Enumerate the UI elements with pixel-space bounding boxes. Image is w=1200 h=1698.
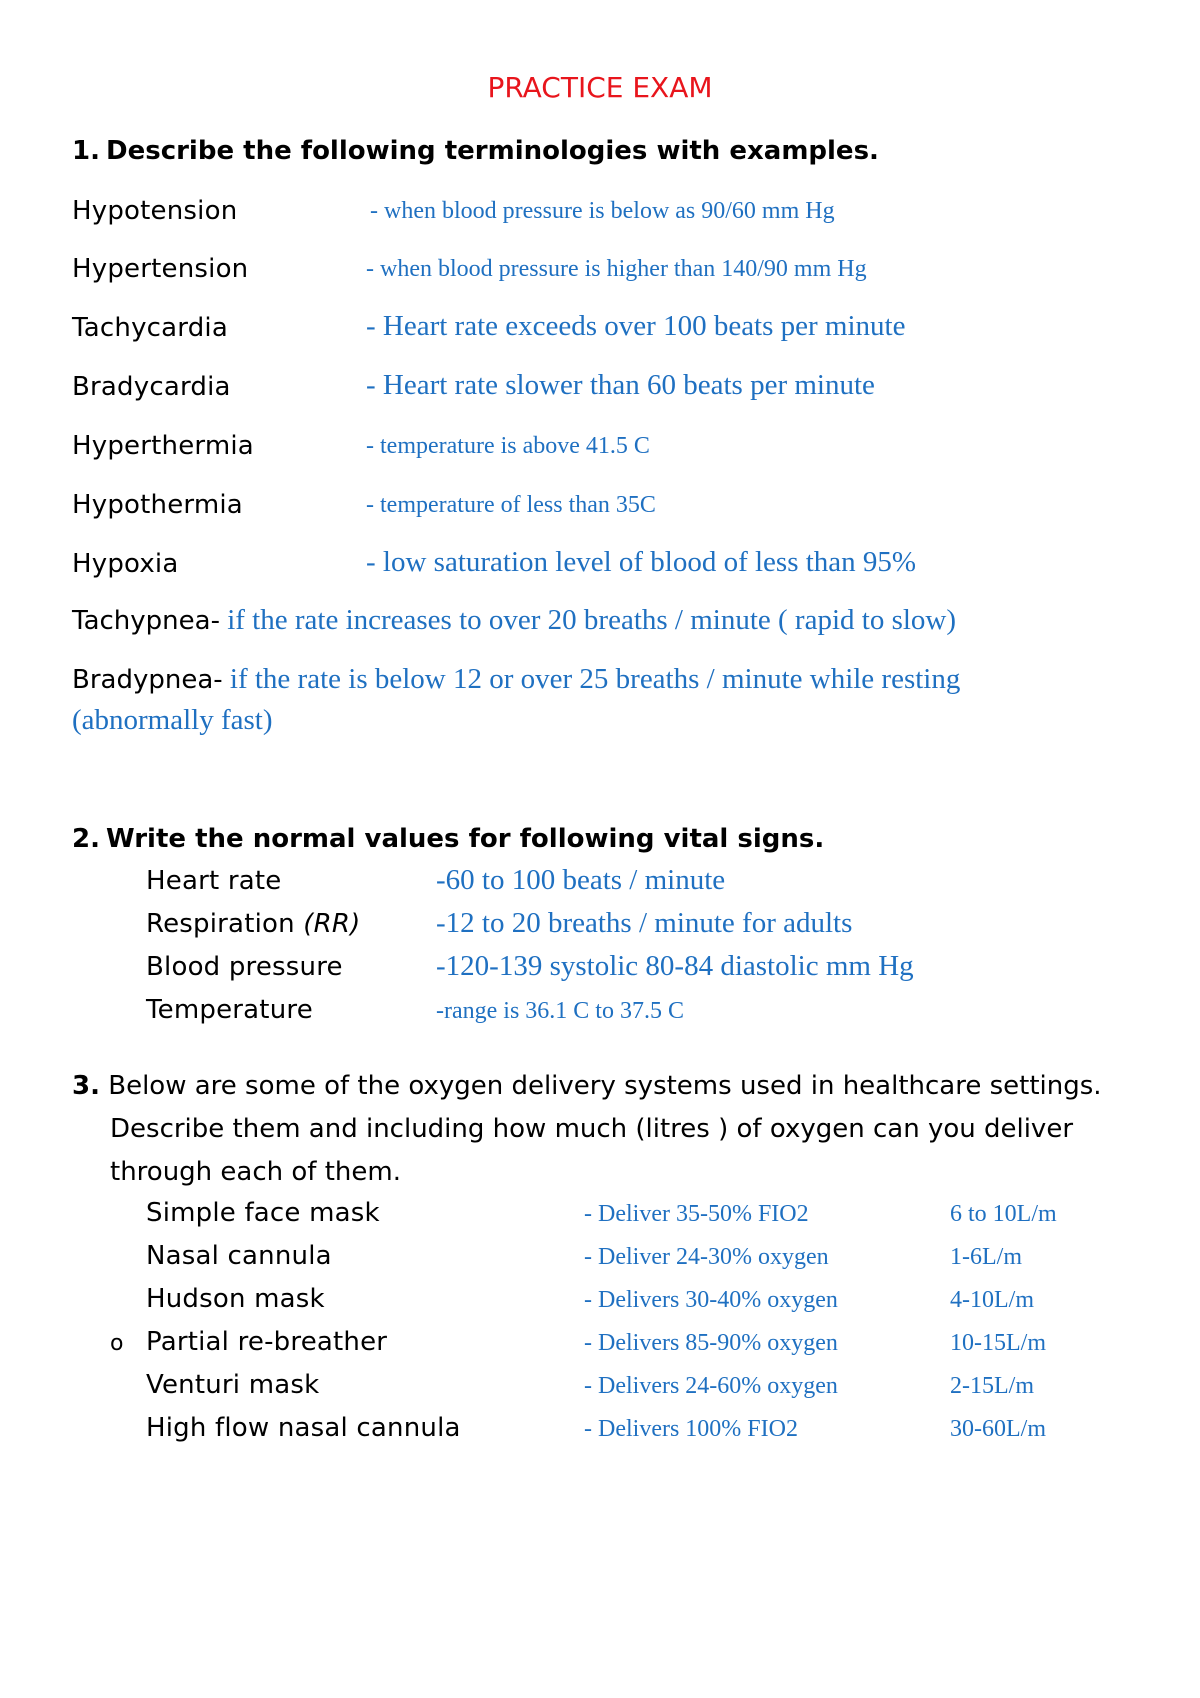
term-bradypnea: Bradypnea- [72, 665, 223, 695]
term-hypertension: Hypertension [72, 254, 249, 284]
term-respiration-abbr: (RR) [303, 909, 361, 939]
delivery-simple-face-mask: - Deliver 35-50% FIO2 [584, 1201, 809, 1227]
term-bradycardia: Bradycardia [72, 372, 231, 402]
value-respiration: -12 to 20 breaths / minute for adults [436, 907, 853, 939]
question-3-text [72, 1065, 1102, 1194]
device-venturi-mask: Venturi mask [146, 1370, 320, 1400]
delivery-partial-re-breather: - Delivers 85-90% oxygen [584, 1330, 838, 1356]
question-2-heading [72, 826, 824, 852]
value-temperature: -range is 36.1 C to 37.5 C [436, 998, 684, 1024]
term-heart-rate: Heart rate [146, 866, 282, 896]
flow-simple-face-mask: 6 to 10L/m [950, 1201, 1057, 1227]
term-tachycardia: Tachycardia [72, 313, 228, 343]
delivery-high-flow-nasal-cannula: - Delivers 100% FIO2 [584, 1416, 798, 1442]
question-3-line-1 [72, 1065, 1102, 1108]
term-temperature: Temperature [146, 995, 313, 1025]
question-number: 2. [72, 824, 100, 854]
tachypnea-row [72, 606, 956, 635]
answer-tachycardia: - Heart rate exceeds over 100 beats per minute [366, 310, 906, 342]
term-tachypnea: Tachypnea- [72, 606, 220, 636]
answer-bradycardia: - Heart rate slower than 60 beats per minute [366, 369, 875, 401]
value-blood-pressure: -120-139 systolic 80-84 diastolic mm Hg [436, 950, 914, 982]
answer-bradypnea: if the rate is below 12 or over 25 breaths / minute while resting [222, 663, 961, 695]
term-respiration-label: Respiration [146, 909, 295, 939]
value-heart-rate: -60 to 100 beats / minute [436, 864, 726, 896]
flow-nasal-cannula: 1-6L/m [950, 1244, 1022, 1270]
flow-venturi-mask: 2-15L/m [950, 1373, 1034, 1399]
device-partial-re-breather: Partial re-breather [146, 1327, 388, 1357]
flow-partial-re-breather: 10-15L/m [950, 1330, 1046, 1356]
term-hypoxia: Hypoxia [72, 549, 179, 579]
device-nasal-cannula: Nasal cannula [146, 1241, 332, 1271]
flow-high-flow-nasal-cannula: 30-60L/m [950, 1416, 1046, 1442]
delivery-nasal-cannula: - Deliver 24-30% oxygen [584, 1244, 829, 1270]
term-blood-pressure: Blood pressure [146, 952, 343, 982]
bradypnea-row [72, 665, 960, 694]
term-hypotension: Hypotension [72, 196, 238, 226]
page-title: PRACTICE EXAM [487, 71, 713, 104]
question-3-line-1-text: Below are some of the oxygen delivery systems used in healthcare settings. [108, 1071, 1102, 1101]
answer-tachypnea: if the rate increases to over 20 breaths / minute ( rapid to slow) [219, 604, 957, 636]
answer-hypotension: - when blood pressure is below as 90/60 mm Hg [370, 198, 835, 224]
answer-hyperthermia: - temperature is above 41.5 C [366, 433, 650, 459]
answer-hypothermia: - temperature of less than 35C [366, 492, 656, 518]
question-number: 3. [72, 1071, 100, 1101]
device-simple-face-mask: Simple face mask [146, 1198, 380, 1228]
question-3-line-3: through each of them. [110, 1157, 401, 1187]
question-3-line-2: Describe them and including how much (litres ) of oxygen can you deliver [110, 1114, 1074, 1144]
device-high-flow-nasal-cannula: High flow nasal cannula [146, 1413, 461, 1443]
flow-hudson-mask: 4-10L/m [950, 1287, 1034, 1313]
answer-bradypnea-continuation: (abnormally fast) [72, 704, 273, 736]
answer-hypoxia: - low saturation level of blood of less than 95% [366, 546, 917, 578]
device-hudson-mask: Hudson mask [146, 1284, 325, 1314]
term-respiration [146, 911, 360, 937]
question-text: Describe the following terminologies with examples. [106, 136, 879, 166]
answer-hypertension: - when blood pressure is higher than 140/90 mm Hg [366, 256, 867, 282]
term-hyperthermia: Hyperthermia [72, 431, 254, 461]
question-text: Write the normal values for following vital signs. [106, 824, 825, 854]
list-bullet: o [110, 1331, 124, 1356]
delivery-hudson-mask: - Delivers 30-40% oxygen [584, 1287, 838, 1313]
question-number: 1. [72, 136, 100, 166]
question-1-heading [72, 138, 879, 164]
term-hypothermia: Hypothermia [72, 490, 243, 520]
delivery-venturi-mask: - Delivers 24-60% oxygen [584, 1373, 838, 1399]
